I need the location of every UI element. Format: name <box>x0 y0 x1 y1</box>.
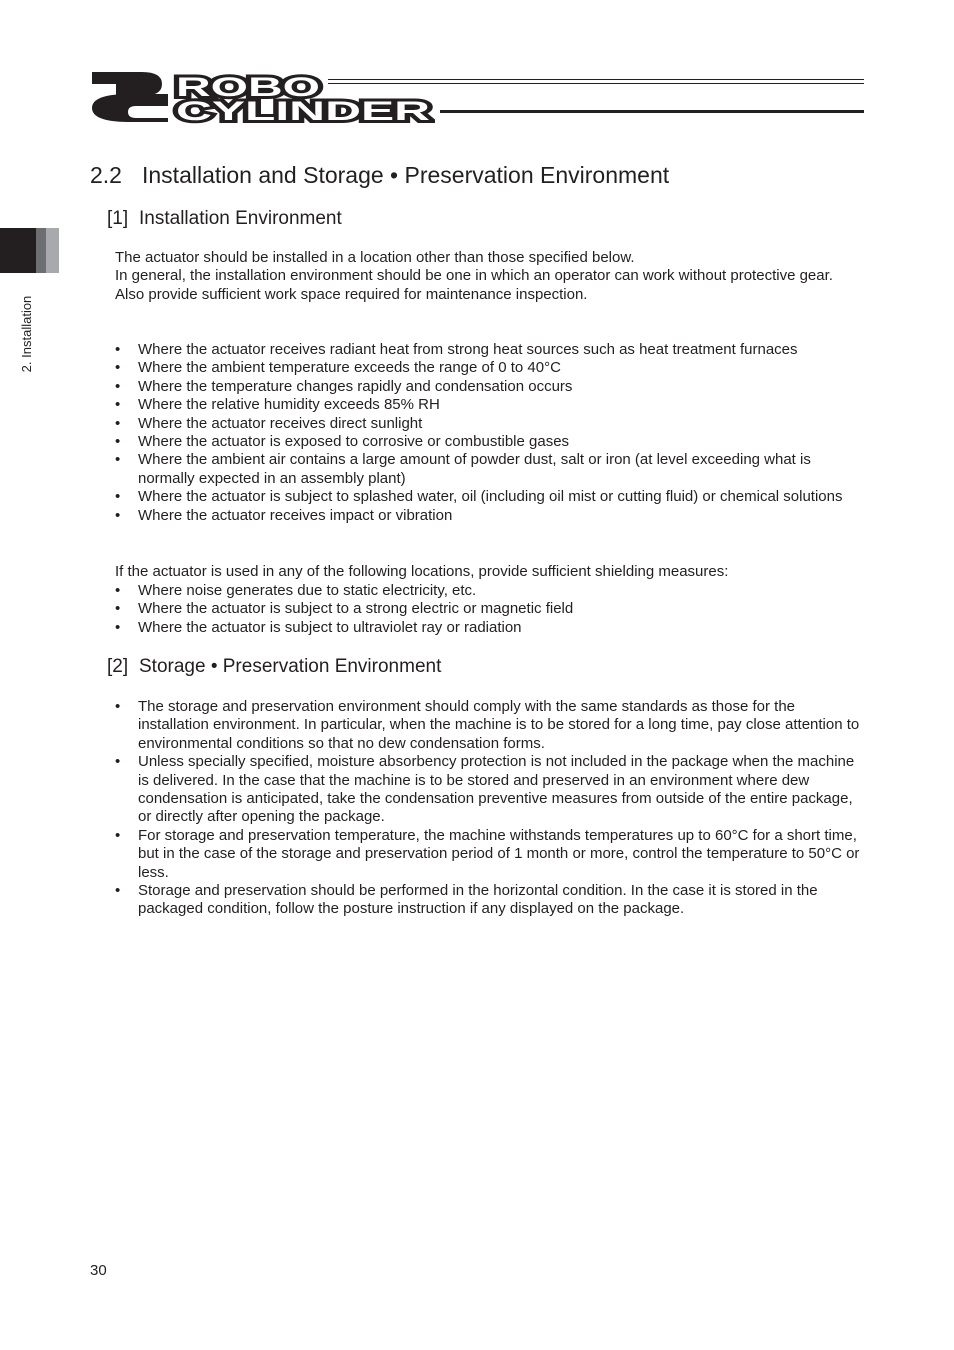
list-item: • Where the actuator is subject to a strong electric or magnetic field <box>115 600 865 618</box>
list-item: • Where the temperature changes rapidly and condensation occurs <box>115 378 865 396</box>
list-item: • Storage and preservation should be performed in the horizontal condition. In the case it is stored in the packaged condition, follow the posture instruction if any displayed on the package. <box>115 882 865 919</box>
header-rule-thin-2 <box>328 83 864 84</box>
list-item: • Where the ambient temperature exceeds the range of 0 to 40°C <box>115 359 865 377</box>
section-title <box>90 160 669 190</box>
subsection-installation-heading <box>107 207 342 231</box>
list-item: • Where the actuator receives radiant heat from strong heat sources such as heat treatment furnaces <box>115 341 865 359</box>
list-item: • Where the actuator is subject to ultraviolet ray or radiation <box>115 619 865 637</box>
shielding-list <box>115 582 865 637</box>
subsection-storage-heading <box>107 655 441 679</box>
intro-line: In general, the installation environment should be one in which an operator can work without protective gear. <box>115 267 833 285</box>
list-item: • Where the actuator receives direct sunlight <box>115 415 865 433</box>
installation-intro <box>115 249 860 304</box>
list-item: • Where the relative humidity exceeds 85% RH <box>115 396 865 414</box>
logo-text-cylinder: CYLINDER <box>176 96 430 124</box>
list-item: • For storage and preservation temperature, the machine withstands temperatures up to 60°C for a short time, but in the case of the storage and preservation period of 1 month or more, control the temperature to 50°C or less. <box>115 827 865 882</box>
list-item: • Where noise generates due to static electricity, etc. <box>115 582 865 600</box>
subsection-title: Storage • Preservation Environment <box>139 656 442 677</box>
subsection-title: Installation Environment <box>139 208 342 229</box>
list-item: • Where the actuator is exposed to corrosive or combustible gases <box>115 433 865 451</box>
intro-line: Also provide sufficient work space required for maintenance inspection. <box>115 285 588 303</box>
list-item: • The storage and preservation environment should comply with the same standards as those for the installation environment. In particular, when the machine is to be stored for a long time, pay close attention to environmental conditions so that no dew condensation forms. <box>115 698 865 753</box>
header-rule-thick <box>440 110 864 113</box>
storage-list <box>115 698 865 919</box>
subsection-number: [1] <box>107 208 129 229</box>
section-title-text: Installation and Storage • Preservation Environment <box>142 162 670 188</box>
installation-avoid-list <box>115 341 865 525</box>
list-item: • Unless specially specified, moisture absorbency protection is not included in the package when the machine is delivered. In the case that the machine is to be stored and preserved in an environment where dew condensation is anticipated, take the condensation preventive measures from outside of the entire package, or directly after opening the package. <box>115 753 865 827</box>
page-number: 30 <box>90 1262 107 1279</box>
chapter-tab-marker <box>0 228 59 273</box>
list-item: • Where the ambient air contains a large amount of powder dust, salt or iron (at level exceeding what is normally expected in an assembly plant) <box>115 451 865 488</box>
section-number: 2.2 <box>90 162 122 188</box>
list-item: • Where the actuator receives impact or vibration <box>115 507 865 525</box>
intro-line: The actuator should be installed in a location other than those specified below. <box>115 249 635 266</box>
logo-text-robo: ROBO <box>176 72 320 102</box>
shielding-intro: If the actuator is used in any of the following locations, provide sufficient shielding measures: <box>115 563 729 580</box>
chapter-tab-label: 2. Installation <box>19 295 34 373</box>
header-rule-thin <box>328 79 864 80</box>
subsection-number: [2] <box>107 656 129 677</box>
list-item: • Where the actuator is subject to splashed water, oil (including oil mist or cutting fluid) or chemical solutions <box>115 488 865 506</box>
